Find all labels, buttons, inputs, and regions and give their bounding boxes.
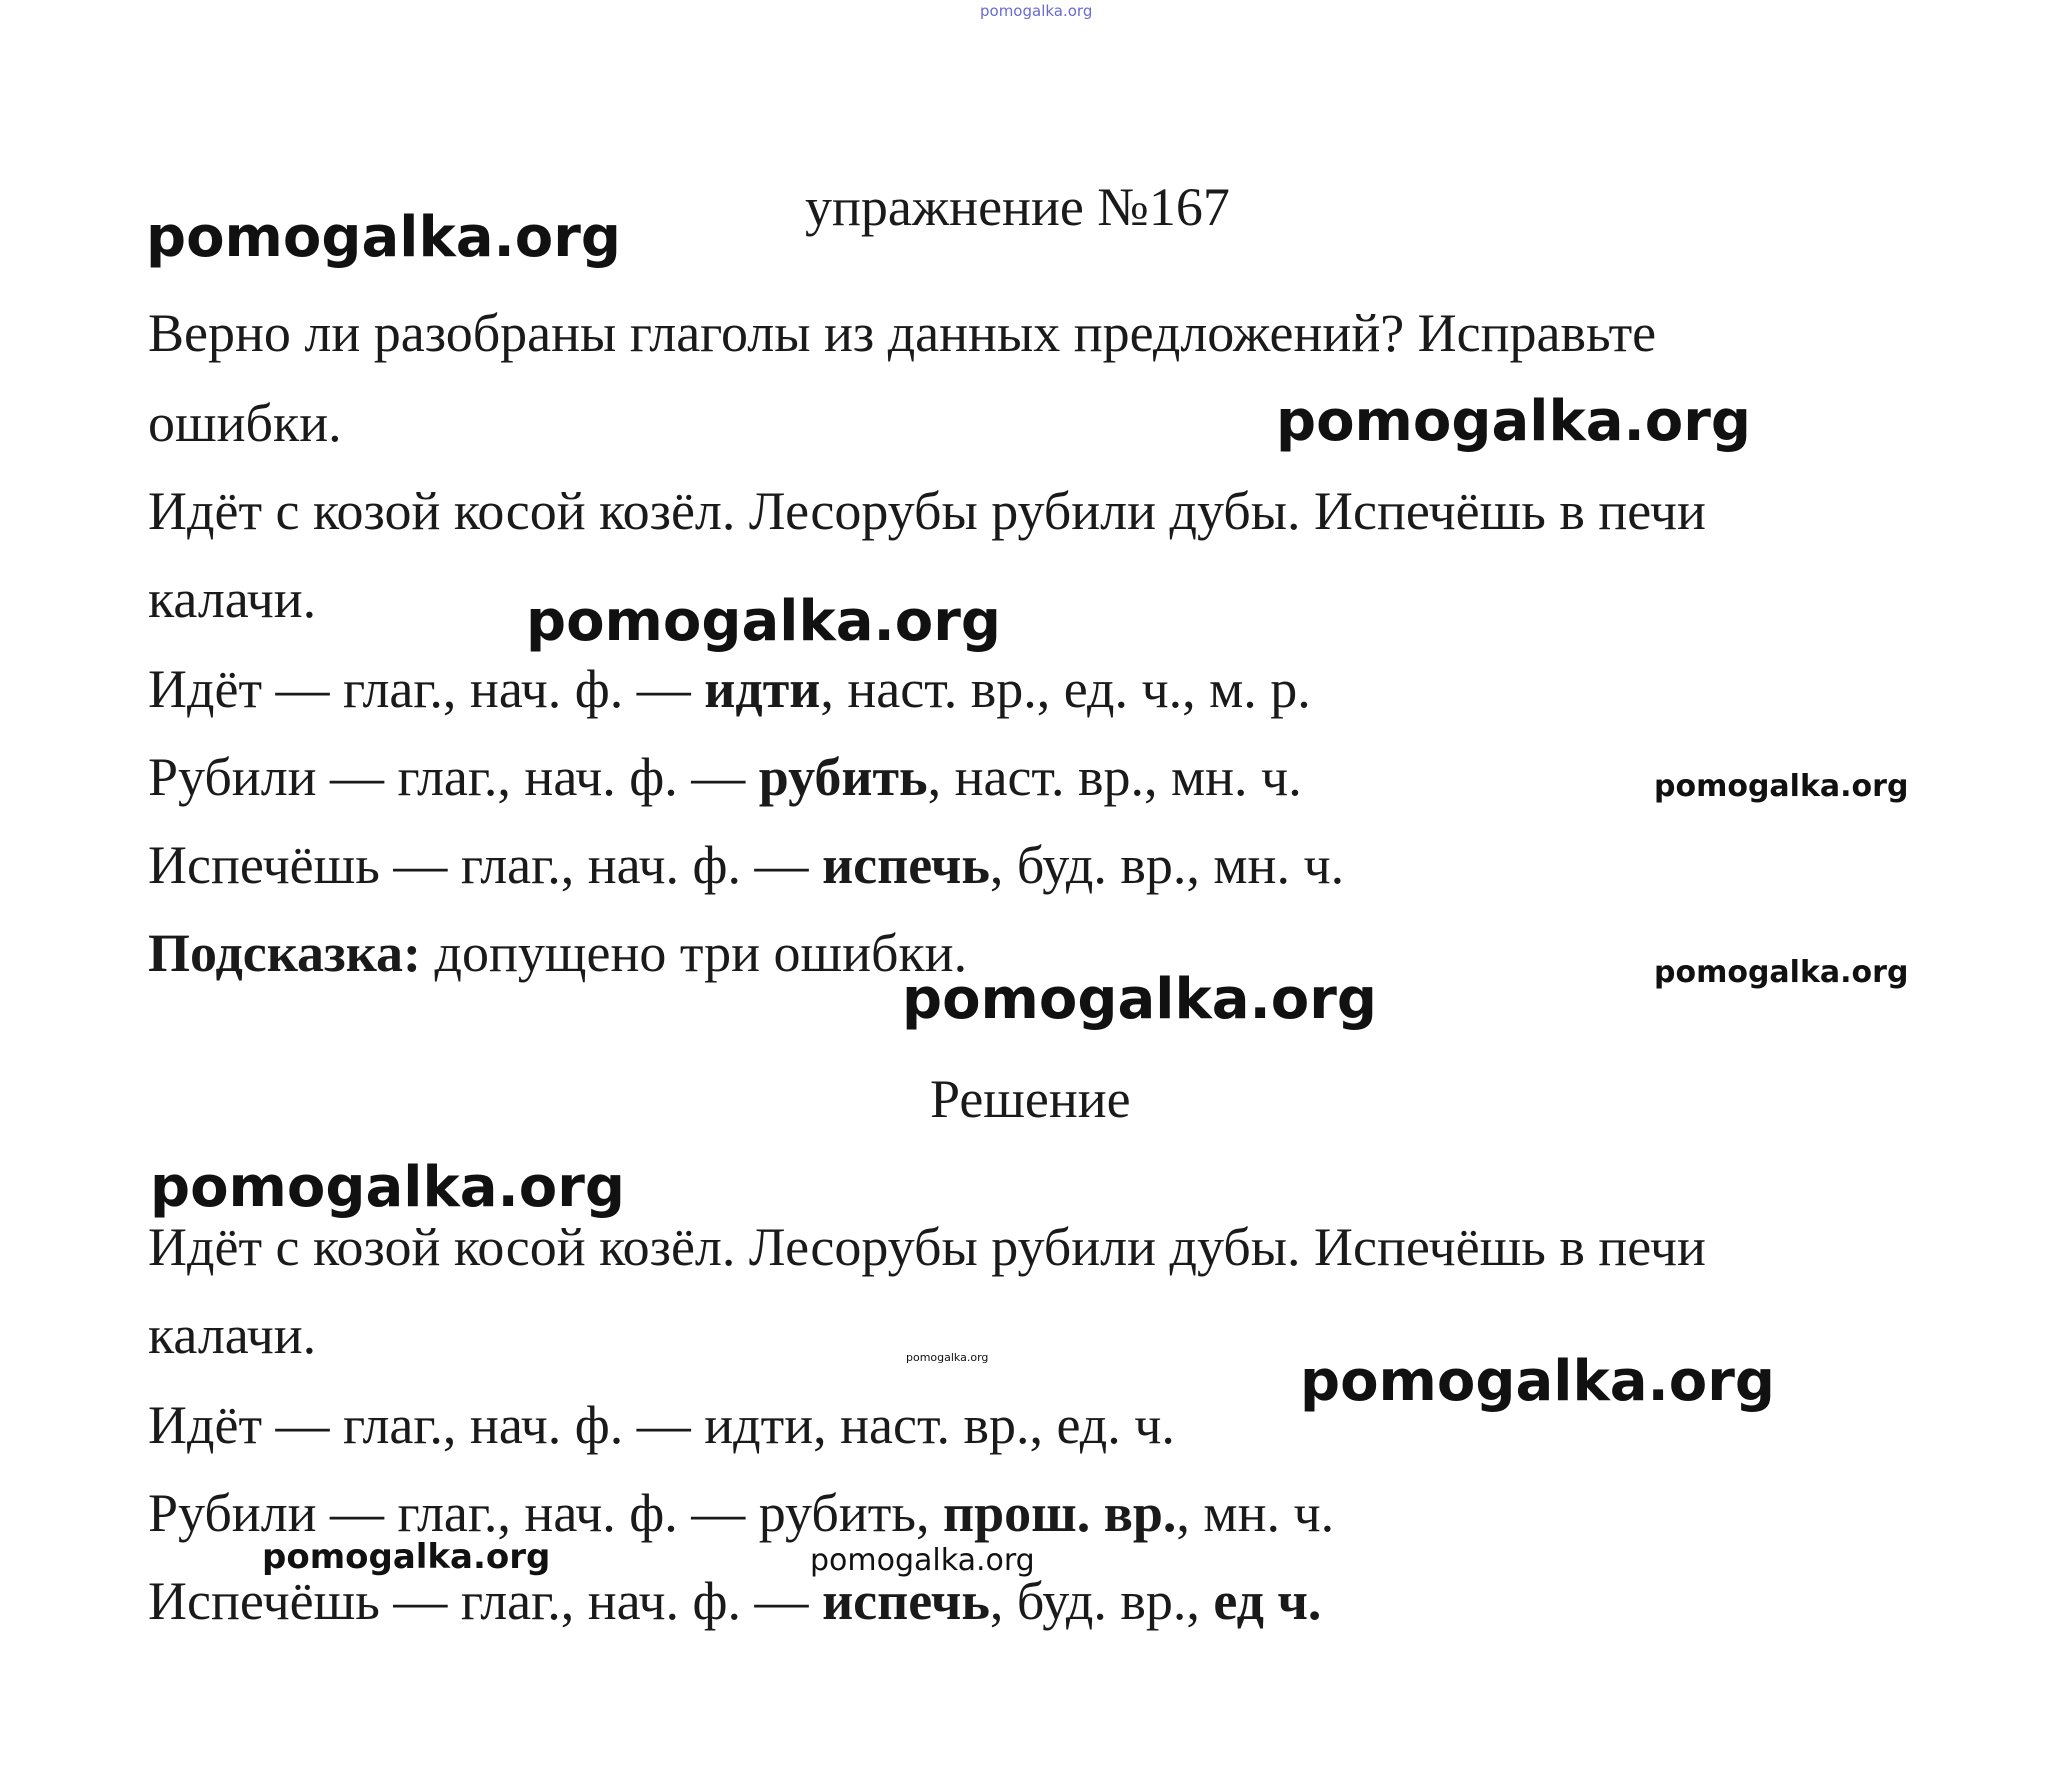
parse-text: , наст. вр., мн. ч. [927,747,1302,807]
task-question-line2: ошибки. [148,393,342,453]
parse-text: Рубили — глаг., нач. ф. — [148,747,759,807]
parse-bold: испечь [822,1571,990,1631]
task-parse-line [148,659,1311,719]
watermark: pomogalka.org [526,589,1001,654]
parse-text: Испечёшь — глаг., нач. ф. — [148,835,823,895]
watermark: pomogalka.org [1300,1349,1775,1414]
parse-text: Рубили — глаг., нач. ф. — рубить, [148,1483,943,1543]
parse-bold: идти [704,659,821,719]
parse-text: , наст. вр., ед. ч., м. р. [820,659,1311,719]
parse-bold: ед ч. [1213,1571,1322,1631]
task-parse-line [148,835,1345,895]
parse-bold: прош. вр. [942,1483,1177,1543]
task-parse-line [148,747,1302,807]
solution-heading: Решение [930,1069,1131,1129]
solution-parse-line2 [148,1483,1335,1543]
solution-parse-line3 [148,1571,1322,1631]
parse-text: Идёт — глаг., нач. ф. — [148,659,705,719]
parse-bold: рубить [758,747,928,807]
watermark: pomogalka.org [1276,389,1751,454]
task-sentences-line1: Идёт с козой косой козёл. Лесорубы рубили дубы. Испечёшь в печи [148,481,1706,541]
parse-text: , буд. вр., [989,1571,1214,1631]
task-sentences-line2: калачи. [148,569,317,629]
watermark: pomogalka.org [146,205,621,270]
solution-sentences-line1: Идёт с козой косой козёл. Лесорубы рубили дубы. Испечёшь в печи [148,1217,1706,1277]
watermark: pomogalka.org [150,1155,625,1220]
parse-text: , мн. ч. [1176,1483,1335,1543]
hint-text: допущено три ошибки. [421,923,968,983]
header-watermark: pomogalka.org [980,2,1093,20]
parse-text: Испечёшь — глаг., нач. ф. — [148,1571,823,1631]
watermark: pomogalka.org [902,967,1377,1032]
watermark: pomogalka.org [262,1537,551,1577]
watermark: pomogalka.org [810,1543,1035,1578]
hint-line [148,923,968,983]
watermark: pomogalka.org [1654,955,1909,990]
solution-parse-line1: Идёт — глаг., нач. ф. — идти, наст. вр., ед. ч. [148,1395,1175,1455]
solution-sentences-line2: калачи. [148,1305,317,1365]
task-question-line1: Верно ли разобраны глаголы из данных предложений? Исправьте [148,303,1657,363]
watermark: pomogalka.org [1654,769,1909,804]
hint-label: Подсказка: [148,923,422,983]
parse-text: , буд. вр., мн. ч. [989,835,1345,895]
exercise-title: упражнение №167 [805,177,1230,237]
parse-bold: испечь [822,835,990,895]
watermark: pomogalka.org [906,1351,989,1364]
